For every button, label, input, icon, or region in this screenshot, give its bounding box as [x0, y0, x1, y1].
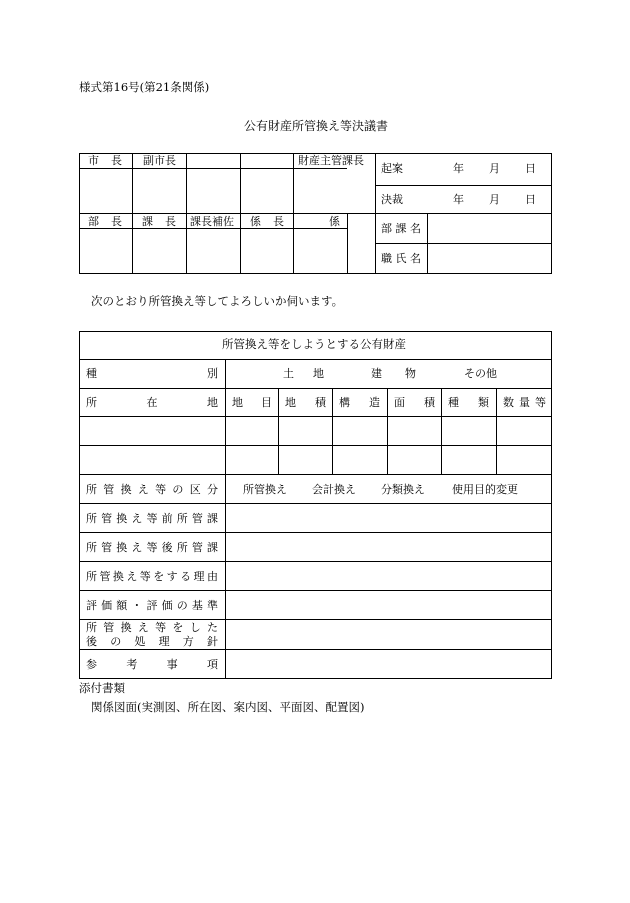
label-ato-shokanka: 所 管 換 え 等 後 所 管 課 — [86, 541, 218, 554]
kessai-day: 日 — [525, 193, 536, 206]
col-kouzou: 構 造 — [339, 396, 380, 409]
col-suuryoutou: 数 量 等 — [503, 396, 546, 409]
label-shori-houshin-line1: 所 管 換 え 等 を し た — [86, 621, 218, 634]
attachments-label: 添付書類 — [79, 681, 125, 695]
option-tochi-1: 土 — [283, 367, 294, 380]
attachments-text: 関係図面(実測図、所在図、案内図、平面図、配置図) — [91, 700, 365, 714]
col-shurui: 種 類 — [448, 396, 489, 409]
label-zaisan-shukan-kachou: 財産主管課長 — [298, 154, 364, 167]
option-kaikeigae: 会計換え — [312, 483, 356, 496]
option-shokankae: 所管換え — [243, 483, 287, 496]
col-chimoku: 地 目 — [232, 396, 272, 409]
label-shozaichi: 所 在 地 — [86, 396, 218, 409]
col-menseki: 面 積 — [394, 396, 435, 409]
label-hyoukagaku: 評 価 額 ・ 評 価 の 基 準 — [86, 599, 218, 612]
label-shichou: 市 長 — [88, 154, 122, 167]
col-chiseki: 地 積 — [285, 396, 326, 409]
label-shubetsu: 種 別 — [86, 367, 218, 380]
form-title: 公有財産所管換え等決議書 — [244, 119, 389, 133]
label-buchou: 部 長 — [88, 215, 122, 228]
label-sankou-jikou: 参 考 事 項 — [86, 658, 218, 671]
table-header: 所管換え等をしようとする公有財産 — [222, 337, 406, 351]
kessai-month: 月 — [489, 193, 500, 206]
form-number: 様式第16号(第21条関係) — [79, 80, 210, 94]
kessai-year: 年 — [453, 193, 464, 206]
label-kessai: 決裁 — [381, 193, 403, 206]
label-shokushimei: 職 氏 名 — [381, 252, 421, 265]
option-tochi-2: 地 — [313, 367, 324, 380]
label-mae-shokanka: 所 管 換 え 等 前 所 管 課 — [86, 512, 218, 525]
label-kubun: 所 管 換 え 等 の 区 分 — [86, 483, 218, 496]
intro-text: 次のとおり所管換え等してよろしいか伺います。 — [91, 294, 344, 308]
label-bukamei: 部 課 名 — [381, 222, 421, 235]
kian-month: 月 — [489, 162, 500, 175]
label-kakari: 係 — [329, 215, 340, 228]
label-kachou: 課 長 — [142, 215, 176, 228]
option-tatemono-1: 建 — [371, 367, 382, 380]
label-kakarichou: 係 長 — [250, 215, 284, 228]
kian-day: 日 — [525, 162, 536, 175]
label-fukushichou: 副市長 — [143, 154, 176, 167]
label-riyuu: 所 管 換 え 等 を す る 理 由 — [86, 570, 218, 583]
option-sonota: その他 — [464, 367, 497, 380]
label-kachou-hosa: 課長補佐 — [190, 215, 234, 228]
option-shiyou-mokuteki-henkou: 使用目的変更 — [452, 483, 518, 496]
label-shori-houshin-line2: 後 の 処 理 方 針 — [86, 635, 218, 648]
option-tatemono-2: 物 — [405, 367, 416, 380]
kian-year: 年 — [453, 162, 464, 175]
option-bunruigae: 分類換え — [381, 483, 425, 496]
label-kian: 起案 — [381, 162, 403, 175]
